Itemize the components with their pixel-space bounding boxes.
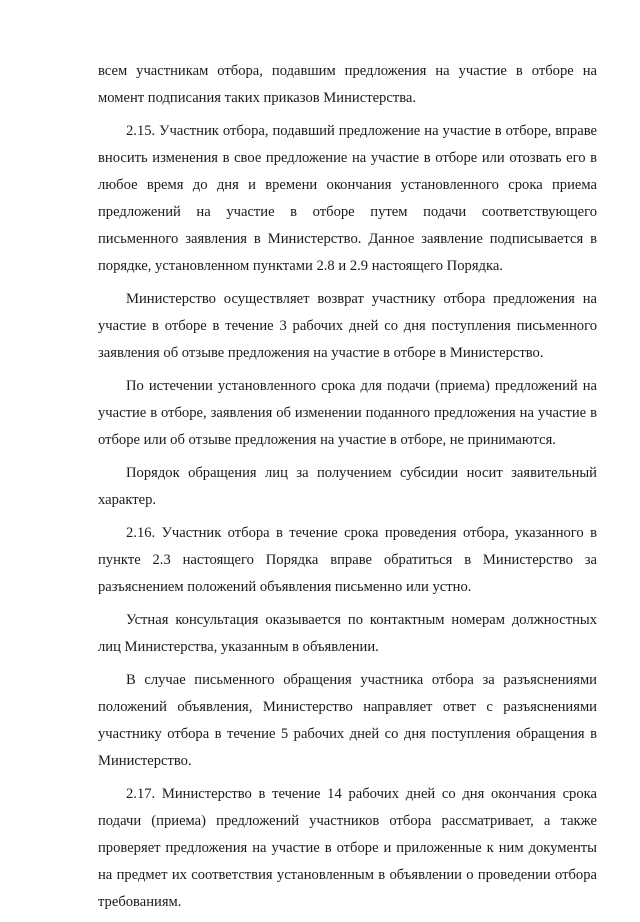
paragraph-return-proposal: Министерство осуществляет возврат участнику отбора предложения на участие в отборе в течение 3 рабочих дней со дня поступления письменного заявления об отзыве предложения на участие в отборе в Министерство. bbox=[98, 291, 597, 361]
paragraph-2-16: 2.16. Участник отбора в течение срока проведения отбора, указанного в пункте 2.3 настоящего Порядка вправе обратиться в Министерство за разъяснением положений объявления письменно или устно. bbox=[98, 525, 597, 595]
paragraph-written-request: В случае письменного обращения участника отбора за разъяснениями положений объявления, Министерство направляет ответ с разъяснениями участнику отбора в течение 5 рабочих дней со дня поступления обращения в Министерство. bbox=[98, 672, 597, 769]
paragraph-deadline-expiry: По истечении установленного срока для подачи (приема) предложений на участие в отборе, заявления об изменении поданного предложения на участие в отборе или об отзыве предложения на участие в отборе, не принимаются. bbox=[98, 378, 597, 448]
paragraph-application-procedure: Порядок обращения лиц за получением субсидии носит заявительный характер. bbox=[98, 465, 597, 508]
paragraph-2-15: 2.15. Участник отбора, подавший предложение на участие в отборе, вправе вносить изменения в свое предложение на участие в отборе или отозвать его в любое время до дня и времени окончания установленного срока приема предложений на участие в отборе путем подачи соответствующего письменного заявления в Министерство. Данное заявление подписывается в порядке, установленном пунктами 2.8 и 2.9 настоящего Порядка. bbox=[98, 123, 597, 274]
paragraph-2-17: 2.17. Министерство в течение 14 рабочих дней со дня окончания срока подачи (приема) предложений участников отбора рассматривает, а также проверяет предложения на участие в отборе и приложенные к ним документы на предмет их соответствия установленным в объявлении о проведении отбора требованиям. bbox=[98, 786, 597, 910]
document-page bbox=[98, 58, 597, 922]
paragraph-continuation: всем участникам отбора, подавшим предложения на участие в отборе на момент подписания таких приказов Министерства. bbox=[98, 63, 597, 106]
paragraph-oral-consultation: Устная консультация оказывается по контактным номерам должностных лиц Министерства, указанным в объявлении. bbox=[98, 612, 597, 655]
